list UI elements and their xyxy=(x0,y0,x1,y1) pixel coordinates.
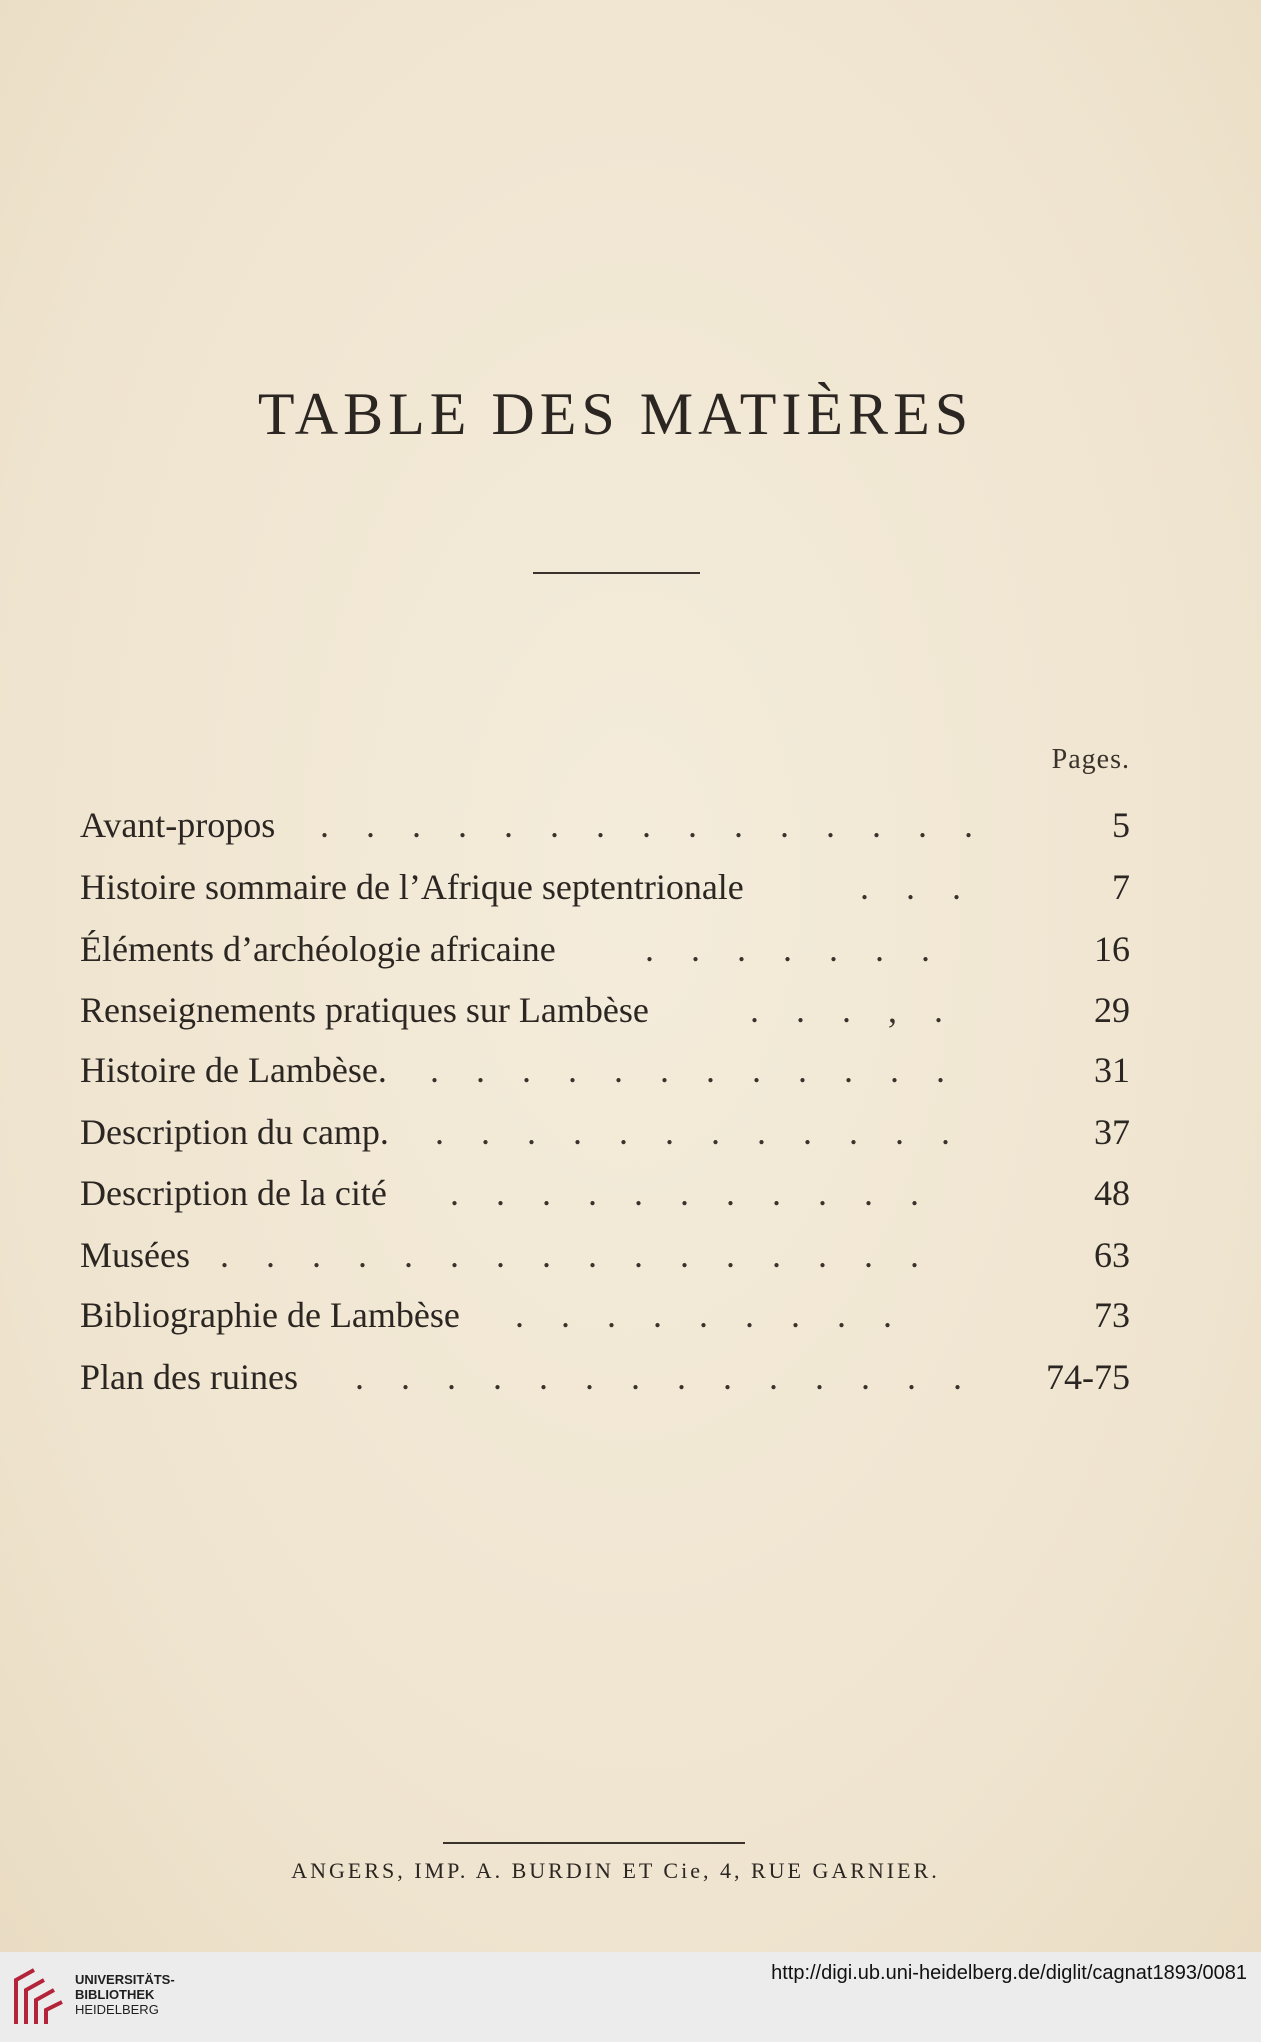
toc-entry xyxy=(80,800,1130,850)
toc-entry-leader-dots: . . . . . . . xyxy=(645,929,944,969)
library-name xyxy=(75,1972,175,2017)
toc-entry xyxy=(80,1168,1130,1218)
toc-entry-title: Histoire de Lambèse. xyxy=(80,1050,387,1090)
toc-entry xyxy=(80,1045,1130,1095)
toc-entry-leader-dots: . . . . . . . . . . . . . . . . xyxy=(220,1235,933,1275)
printer-imprint: ANGERS, IMP. A. BURDIN ET Cie, 4, RUE GARNIER. xyxy=(291,1858,940,1883)
toc-entry-leader-dots: . . . . . . . . . . . . xyxy=(430,1050,959,1090)
toc-entry xyxy=(80,1352,1130,1402)
toc-entry-page-number: 31 xyxy=(1094,1050,1130,1090)
toc-entry xyxy=(80,862,1130,912)
toc-entry-title: Renseignements pratiques sur Lambèse xyxy=(80,990,649,1030)
toc-entry-page-number: 37 xyxy=(1094,1112,1130,1152)
toc-entry-page-number: 7 xyxy=(1112,867,1130,907)
toc-entry xyxy=(80,1230,1130,1280)
toc-entry-title: Éléments d’archéologie africaine xyxy=(80,929,556,969)
library-name-line-3: HEIDELBERG xyxy=(75,2002,159,2017)
toc-entry-title: Plan des ruines xyxy=(80,1357,298,1397)
pages-column-label: Pages. xyxy=(1051,744,1130,775)
toc-entry-title: Description de la cité xyxy=(80,1173,387,1213)
toc-entry-title: Description du camp. xyxy=(80,1112,389,1152)
library-name-line-2: BIBLIOTHEK xyxy=(75,1987,155,2002)
library-name-line-1: UNIVERSITÄTS- xyxy=(75,1972,175,1987)
toc-entry-page-number: 29 xyxy=(1094,990,1130,1030)
toc-entry xyxy=(80,1107,1130,1157)
toc-entry-leader-dots: . . . xyxy=(860,867,975,907)
toc-entry-title: Avant-propos xyxy=(80,805,276,845)
source-url-link[interactable]: http://digi.ub.uni-heidelberg.de/diglit/cagnat1893/0081 xyxy=(771,1962,1247,1984)
title-rule xyxy=(533,572,700,574)
toc-entry-leader-dots: . . . . . . . . . . . . . . . xyxy=(320,805,987,845)
toc-entry-leader-dots: . . . . . . . . . . . xyxy=(450,1173,933,1213)
toc-entry-page-number: 74-75 xyxy=(1046,1357,1130,1397)
toc-entry-title: Histoire sommaire de l’Afrique septentrionale xyxy=(80,867,744,907)
toc-entry xyxy=(80,1290,1130,1340)
toc-entry-title: Musées xyxy=(80,1235,190,1275)
toc-entry-page-number: 63 xyxy=(1094,1235,1130,1275)
toc-entry-leader-dots: . . . , . xyxy=(750,990,957,1030)
toc-entry-title: Bibliographie de Lambèse xyxy=(80,1295,460,1335)
toc-entry xyxy=(80,924,1130,974)
toc-entry-leader-dots: . . . . . . . . . . . . . . xyxy=(355,1357,976,1397)
toc-entry-page-number: 5 xyxy=(1112,805,1130,845)
imprint-rule xyxy=(443,1842,745,1844)
toc-entry-page-number: 48 xyxy=(1094,1173,1130,1213)
toc-entry-page-number: 16 xyxy=(1094,929,1130,969)
toc-entry-page-number: 73 xyxy=(1094,1295,1130,1335)
toc-entry xyxy=(80,985,1130,1035)
page-title: TABLE DES MATIÈRES xyxy=(257,381,974,447)
toc-entry-leader-dots: . . . . . . . . . xyxy=(515,1295,906,1335)
heidelberg-library-logo-icon xyxy=(12,1966,66,2028)
toc-entry-leader-dots: . . . . . . . . . . . . xyxy=(435,1112,964,1152)
